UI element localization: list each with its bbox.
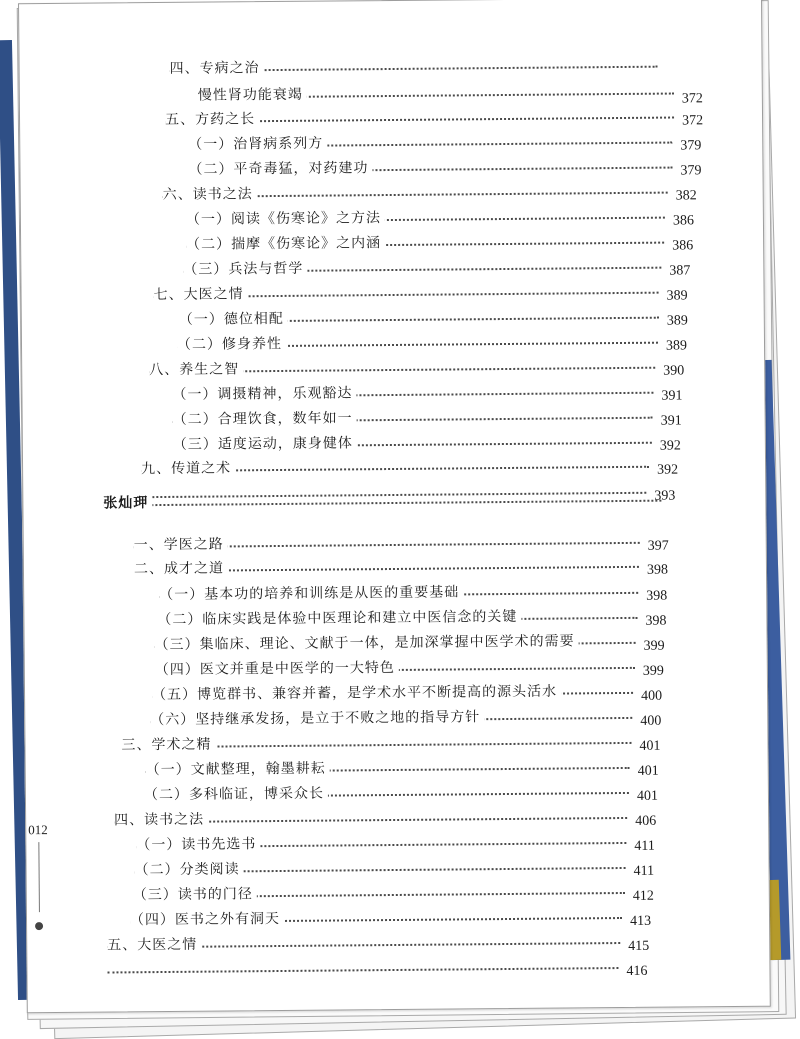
toc-entry-title: （四）医文并重是中医学的一大特色 <box>155 657 399 681</box>
toc-entry-page: 412 <box>632 888 654 904</box>
toc-entry-page: 379 <box>680 138 702 154</box>
toc-entry-page: 392 <box>659 438 681 454</box>
toc-entry[interactable] <box>24 553 754 581</box>
toc-entry-title: （三）读书的门径 <box>133 883 257 906</box>
toc-entry-title: （二）平奇毒猛，对药建功 <box>188 157 372 181</box>
toc-entry-title: （五）博览群书、兼容并蓄，是学术水平不断提高的源头活水 <box>152 681 561 707</box>
toc-entry[interactable] <box>22 329 752 357</box>
toc-entry-title: 三、学术之精 <box>121 734 215 757</box>
section-person-name: 张灿玾 <box>103 492 152 514</box>
toc-entry-page: 416 <box>626 963 648 979</box>
toc-page <box>18 0 771 1013</box>
toc-entry[interactable] <box>27 929 757 957</box>
toc-entry-title: 七、大医之情 <box>153 283 247 306</box>
toc-entry[interactable] <box>26 829 756 857</box>
toc-entry[interactable] <box>22 304 752 332</box>
toc-entry-page: 372 <box>682 113 704 129</box>
toc-entry[interactable] <box>24 579 754 607</box>
toc-entry-page: 392 <box>657 462 679 478</box>
toc-entry-title: （二）临床实践是体验中医理论和建立中医信念的关键 <box>157 606 521 631</box>
toc-entry[interactable] <box>26 779 756 807</box>
toc-entry-title: 四、专病之治 <box>169 57 263 80</box>
toc-entry-title: （二）分类阅读 <box>134 858 243 881</box>
toc-entry[interactable] <box>22 354 752 382</box>
toc-entry-page: 411 <box>633 863 655 879</box>
toc-entry-title: 五、大医之情 <box>107 934 201 957</box>
toc-entry-page: 401 <box>637 763 659 779</box>
toc-entry-title: （四）医书之外有洞天 <box>130 908 284 931</box>
toc-entry-title: 五、方药之长 <box>165 108 259 131</box>
toc-entry-page: 401 <box>636 788 659 804</box>
toc-entry[interactable] <box>24 604 754 632</box>
toc-entry[interactable] <box>25 629 755 657</box>
toc-entry[interactable] <box>21 254 751 282</box>
toc-entry-title: （一）基本功的培养和训练是从医的重要基础 <box>159 581 463 606</box>
toc-entry-title: （二）修身养性 <box>177 333 286 356</box>
toc-entry-page: 389 <box>665 338 688 354</box>
toc-entry-page: 382 <box>675 188 697 204</box>
toc-entry-title: （三）适度运动，康身健体 <box>173 432 357 456</box>
toc-entry-page: 390 <box>663 363 685 379</box>
toc-entry-page: 399 <box>642 663 664 679</box>
toc-entry-title: （六）坚持继承发扬，是立于不败之地的指导方针 <box>150 706 484 731</box>
toc-entry[interactable] <box>23 453 753 481</box>
toc-entry[interactable] <box>21 229 751 257</box>
toc-entry[interactable] <box>25 654 755 682</box>
toc-entry-page: 389 <box>666 313 688 329</box>
dot-leader <box>103 500 661 507</box>
toc-entry[interactable] <box>20 53 750 81</box>
toc-entry[interactable] <box>27 954 757 982</box>
toc-entry-title: （一）文献整理，翰墨耕耘 <box>146 758 330 782</box>
toc-entry[interactable] <box>20 154 750 182</box>
toc-entry-title: （二）多科临证，博采众长 <box>144 783 328 807</box>
toc-entry[interactable] <box>25 704 755 732</box>
toc-entry-title: （二）揣摩《伤寒论》之内涵 <box>186 232 385 256</box>
toc-entry-page: 386 <box>672 213 695 229</box>
toc-entry[interactable] <box>26 754 756 782</box>
toc-entry-title: 慢性肾功能衰竭 <box>198 84 307 107</box>
toc-entry-page: 400 <box>641 688 663 704</box>
margin-mark <box>35 922 43 930</box>
toc-entry-page: 389 <box>666 288 688 304</box>
toc-entry-page: 398 <box>646 588 668 604</box>
toc-entry[interactable] <box>27 879 757 907</box>
toc-entry[interactable] <box>23 404 753 432</box>
toc-entry-title: （一）调摄精神，乐观豁达 <box>172 382 356 406</box>
toc-entry[interactable] <box>21 279 751 307</box>
toc-entry-page: 387 <box>669 263 691 279</box>
toc-entry-title: （三）集临床、理论、文献于一体，是加深掌握中医学术的需要 <box>155 630 579 656</box>
toc-entry-page: 401 <box>639 738 661 754</box>
dot-leader <box>107 967 618 973</box>
toc-entry-page: 399 <box>643 638 665 654</box>
toc-entry[interactable] <box>26 854 756 882</box>
toc-entry[interactable] <box>21 204 751 232</box>
toc-entry-page: 391 <box>660 413 682 429</box>
toc-entry-page: 379 <box>680 163 702 179</box>
toc-entry-page: 398 <box>645 613 667 629</box>
toc-entry-page: 400 <box>640 713 662 729</box>
toc-entry-page: 415 <box>628 938 650 954</box>
page-number: 012 <box>28 822 48 838</box>
toc-entry[interactable] <box>22 379 752 407</box>
toc-entry[interactable] <box>25 679 755 707</box>
toc-entry-page: 398 <box>646 562 669 578</box>
toc-entry-page: 411 <box>634 838 655 854</box>
toc-entry-title: （一）阅读《伤寒论》之方法 <box>186 207 385 231</box>
toc-entry[interactable] <box>20 104 750 132</box>
toc-entry-title: （三）兵法与哲学 <box>183 258 307 281</box>
toc-entry-title: （一）治肾病系列方 <box>188 133 327 156</box>
toc-entry-page: 386 <box>672 238 694 254</box>
toc-entry-page: 397 <box>647 538 669 554</box>
toc-entry-title: 六、读书之法 <box>163 183 257 206</box>
toc-entry[interactable] <box>25 729 755 757</box>
toc-entry-page: 413 <box>629 913 652 929</box>
toc-entry-title: 四、读书之法 <box>114 809 208 832</box>
toc-entry[interactable] <box>27 904 757 932</box>
toc-entry[interactable] <box>21 179 751 207</box>
toc-entry-title: （一）读书先选书 <box>136 833 260 856</box>
toc-entry[interactable] <box>26 804 756 832</box>
toc-entry-title: 八、养生之智 <box>149 358 243 381</box>
toc-entry-title: 二、成才之道 <box>134 557 228 580</box>
toc-entry-page: 406 <box>635 813 657 829</box>
toc-entry-page: 372 <box>681 91 703 107</box>
toc-entry-page: 393 <box>654 488 676 504</box>
toc-entry-title: 九、传道之术 <box>141 457 235 480</box>
toc-entry[interactable] <box>20 129 750 157</box>
toc-entry-title: 一、学医之路 <box>134 533 228 556</box>
toc-entry-title: （二）合理饮食，数年如一 <box>173 407 357 431</box>
toc-entry-page: 391 <box>661 388 683 404</box>
toc-entry-title: （一）德位相配 <box>179 308 288 331</box>
